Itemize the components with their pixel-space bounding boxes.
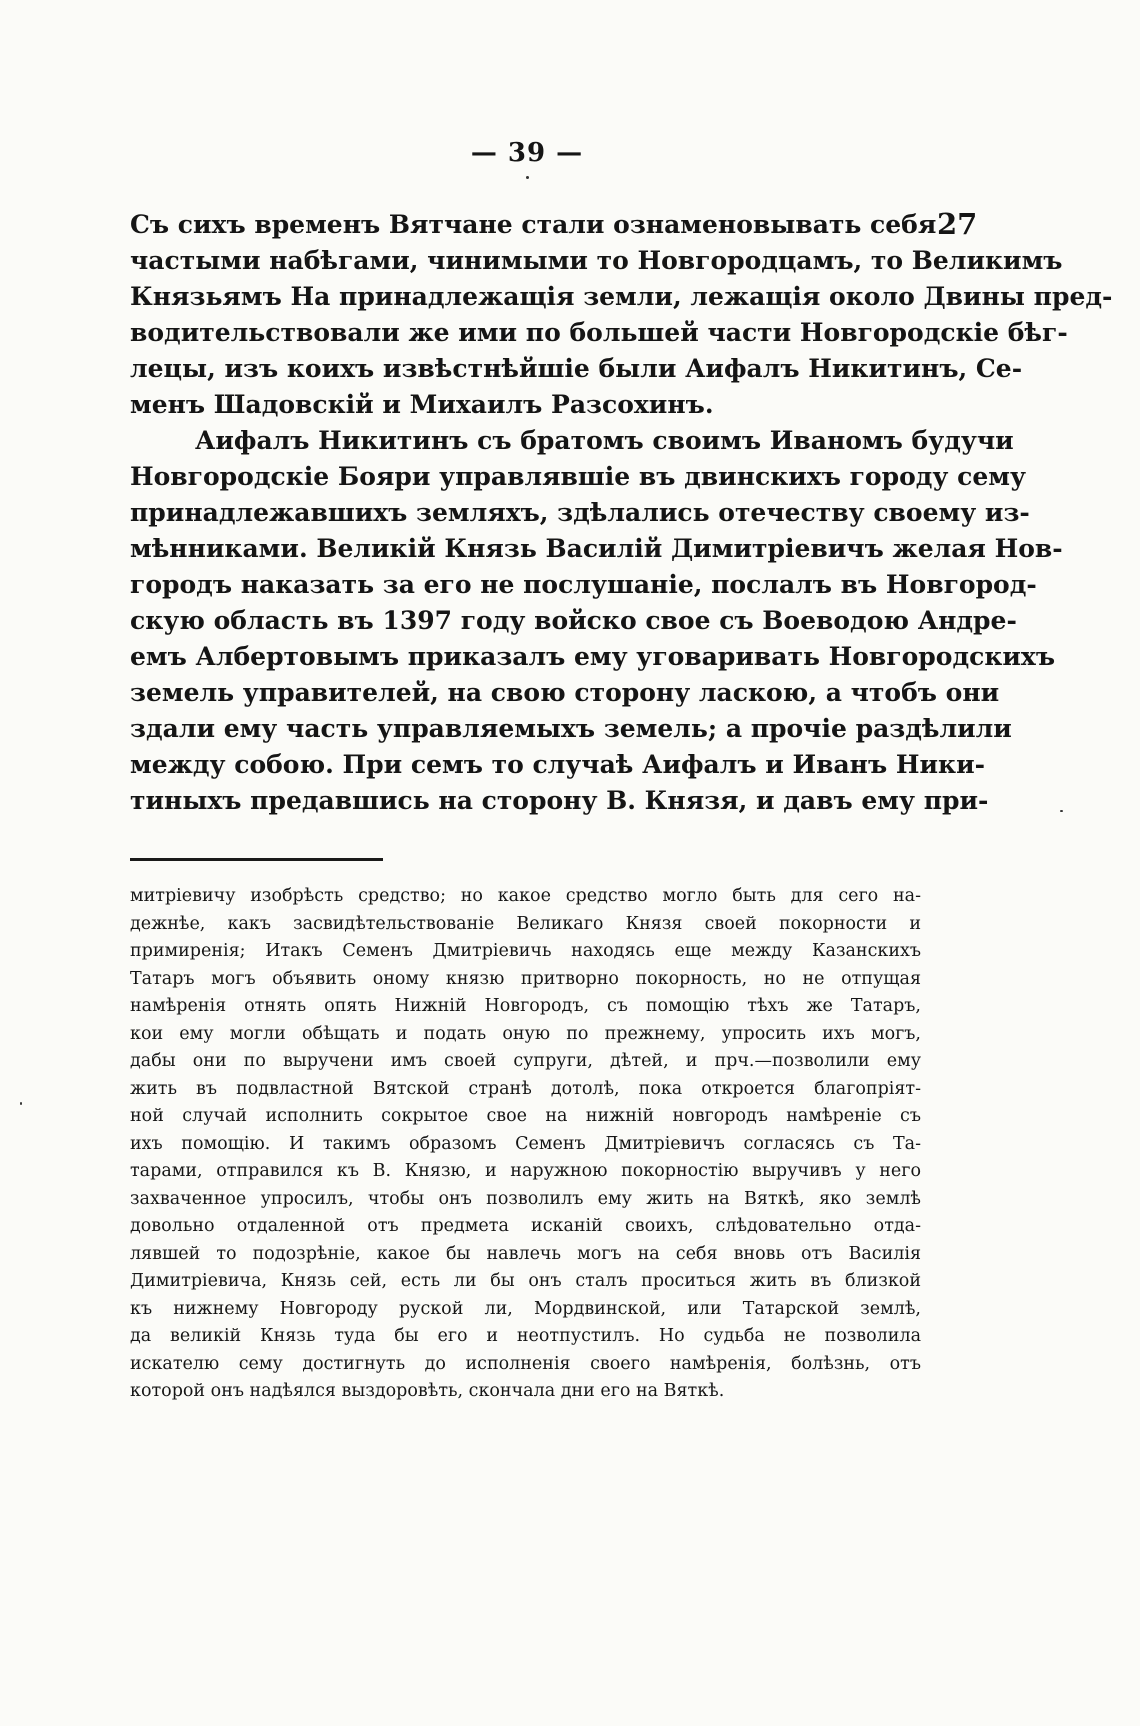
- scan-speck: [20, 1102, 22, 1105]
- scan-speck: [526, 176, 529, 179]
- footnote-line: Димитріевича, Князь сей, есть ли бы онъ сталъ проситься жить въ близкой: [130, 1271, 921, 1291]
- main-line: скую область въ 1397 году войско свое съ Воеводою Андре-: [130, 606, 1017, 635]
- scan-speck: [1060, 810, 1063, 812]
- main-line: тиныхъ предавшись на сторону В. Князя, и давъ ему при-: [130, 786, 989, 815]
- main-line: Съ сихъ временъ Вятчане стали ознаменовывать себя: [130, 210, 937, 239]
- footnote-line: искателю сему достигнуть до исполненія своего намѣренія, болѣзнь, отъ: [130, 1353, 921, 1374]
- main-line: емъ Албертовымъ приказалъ ему уговаривать Новгородскихъ: [130, 642, 1056, 671]
- footnote-line: дабы они по выручени имъ своей супруги, дѣтей, и прч.—позволили ему: [130, 1051, 921, 1071]
- footnote-line: ной случай исполнить сокрытое свое на нижній новгородъ намѣреніе съ: [130, 1106, 921, 1126]
- footnote-line: дежнѣе, какъ засвидѣтельствованіе Великаго Князя своей покорности и: [130, 913, 921, 934]
- main-line: водительствовали же ими по большей части Новгородскіе бѣг-: [130, 318, 1068, 347]
- footnote-line: намѣренія отнять опять Нижній Новгородъ, съ помощію тѣхъ же Татаръ,: [130, 996, 921, 1016]
- main-line: принадлежавшихъ земляхъ, здѣлались отечеству своему из-: [130, 498, 1030, 527]
- main-line: Князьямъ На принадлежащія земли, лежащія около Двины пред-: [130, 282, 1113, 311]
- main-line: между собою. При семъ то случаѣ Аифалъ и Иванъ Ники-: [130, 750, 985, 779]
- footnote-line: жить въ подвластной Вятской странѣ дотолѣ, пока откроется благопріят-: [130, 1078, 921, 1099]
- footnote-divider: [130, 858, 383, 861]
- main-line: Новгородскіе Бояри управлявшіе въ двинскихъ городу сему: [130, 462, 1026, 491]
- footnote-line: да великій Князь туда бы его и неотпустилъ. Но судьба не позволила: [130, 1326, 921, 1346]
- footnote-line: митріевичу изобрѣсть средство; но какое средство могло быть для сего на-: [130, 886, 921, 906]
- footnote-line: ихъ помощію. И такимъ образомъ Семенъ Дмитріевичъ согласясь съ Та-: [130, 1133, 921, 1154]
- footnote-line: довольно отдаленной отъ предмета исканій своихъ, слѣдовательно отда-: [130, 1216, 921, 1236]
- footnote-line: примиренія; Итакъ Семенъ Дмитріевичь находясь еще между Казанскихъ: [130, 941, 921, 961]
- main-line: мѣнниками. Великій Князь Василій Димитріевичъ желая Нов-: [130, 534, 1063, 563]
- page-number: — 39 —: [470, 138, 584, 168]
- main-line: земель управителей, на свою сторону ласкою, а чтобъ они: [130, 678, 1000, 707]
- footnote-line: кои ему могли обѣщать и подать оную по прежнему, упросить ихъ могъ,: [130, 1023, 921, 1044]
- footnote-line: захваченное упросилъ, чтобы онъ позволилъ ему жить на Вяткѣ, яко землѣ: [130, 1188, 921, 1209]
- main-line: Аифалъ Никитинъ съ братомъ своимъ Иваномъ будучи: [195, 426, 1014, 455]
- footnote-line: къ нижнему Новгороду руской ли, Мордвинской, или Татарской землѣ,: [130, 1298, 921, 1319]
- main-line: лецы, изъ коихъ извѣстнѣйшіе были Аифалъ Никитинъ, Се-: [130, 354, 1023, 383]
- main-line: городъ наказать за его не послушаніе, послалъ въ Новгород-: [130, 570, 1037, 599]
- footnote-line: Татаръ могъ объявить оному князю притворно покорность, но не отпущая: [130, 968, 921, 989]
- footnote-line: тарами, отправился къ В. Князю, и наружною покорностію выручивъ у него: [130, 1161, 921, 1181]
- main-line: менъ Шадовскій и Михаилъ Разсохинъ.: [130, 390, 714, 419]
- margin-number: 27: [937, 207, 978, 241]
- main-line: частыми набѣгами, чинимыми то Новгородцамъ, то Великимъ: [130, 246, 1063, 275]
- footnote-line: которой онъ надѣялся выздоровѣть, скончала дни его на Вяткѣ.: [130, 1381, 725, 1401]
- footnote: [130, 883, 921, 1406]
- main-line: здали ему часть управляемыхъ земель; а прочіе раздѣлили: [130, 714, 1012, 743]
- footnote-line: лявшей то подозрѣніе, какое бы навлечь могъ на себя вновь отъ Василія: [130, 1243, 921, 1264]
